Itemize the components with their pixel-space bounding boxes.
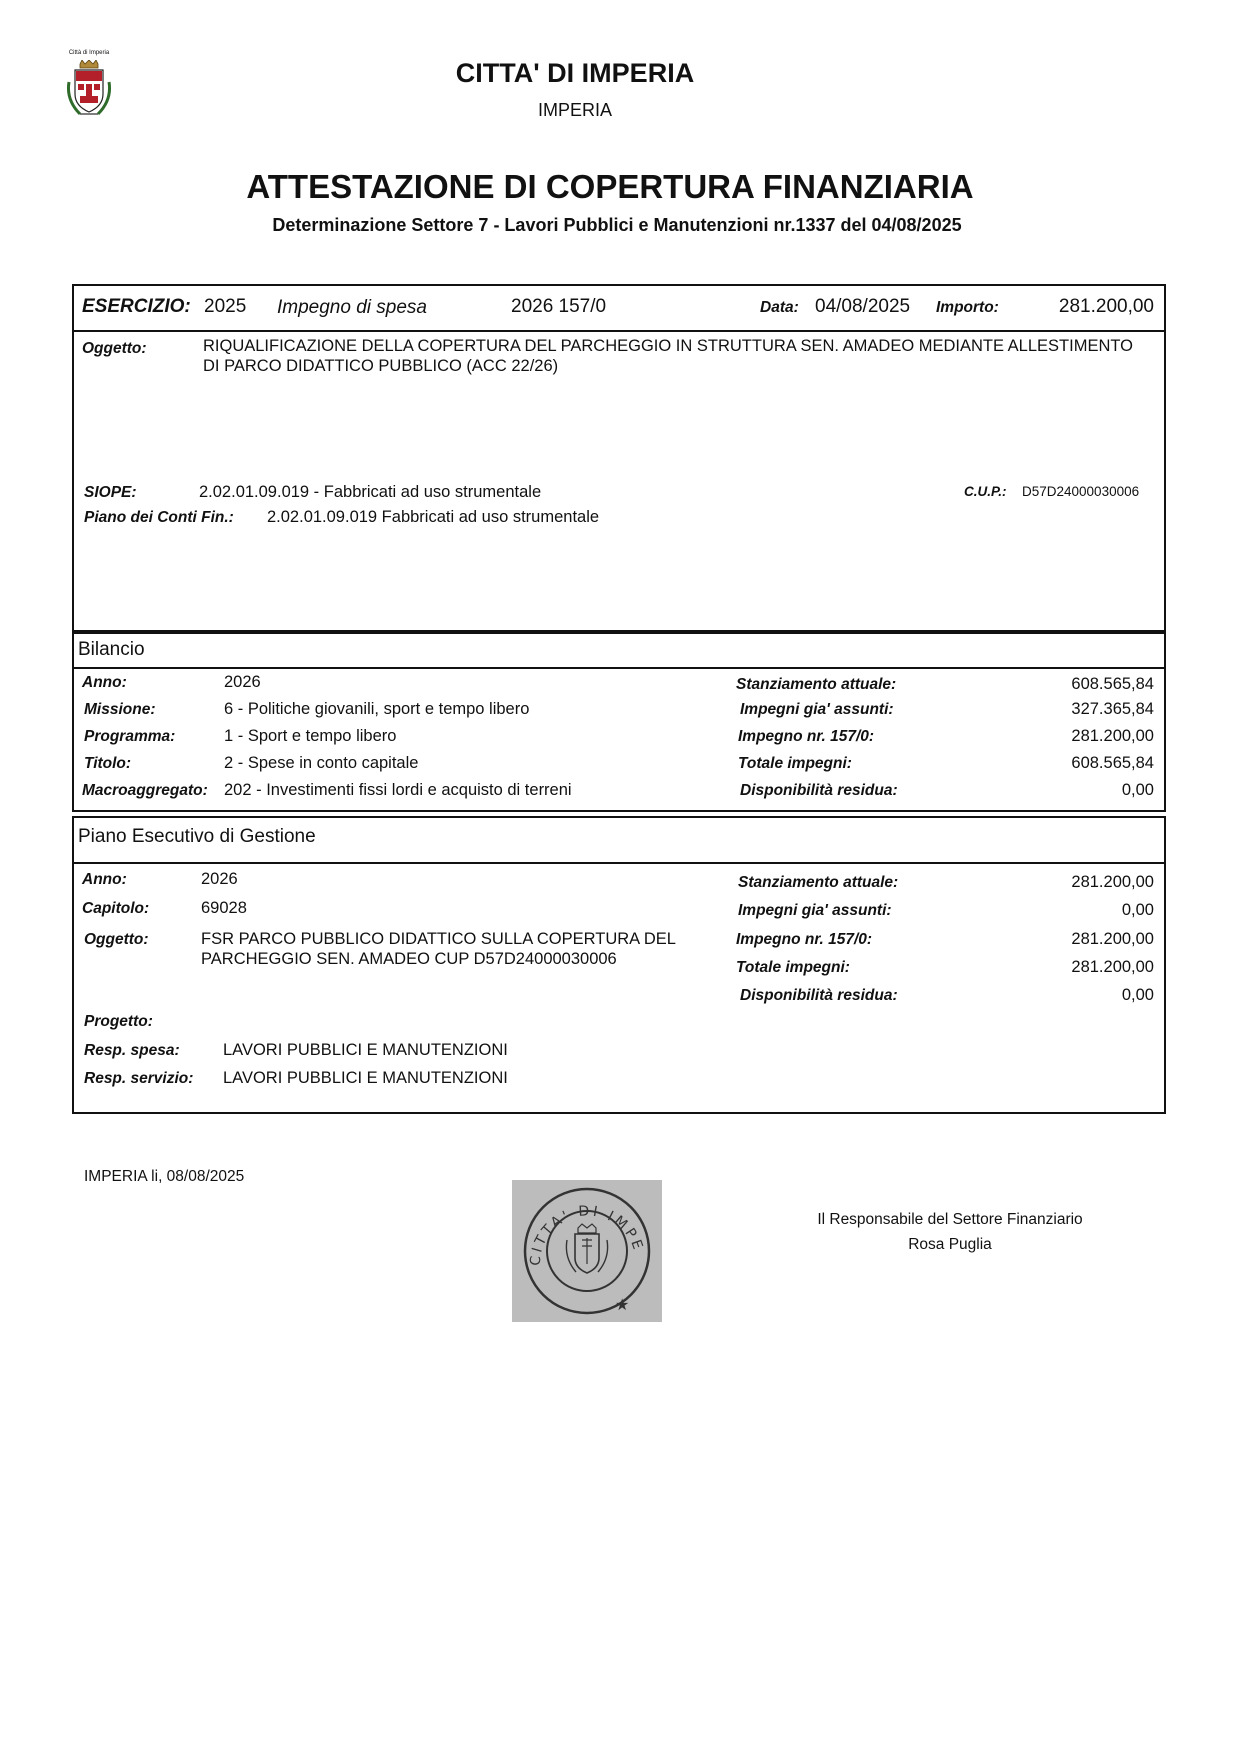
peg-disponibilita-label: Disponibilità residua: bbox=[740, 987, 898, 1004]
stanziamento-value: 608.565,84 bbox=[1071, 675, 1154, 693]
missione-label: Missione: bbox=[84, 701, 156, 718]
logo-caption: Città di Imperia bbox=[68, 50, 110, 56]
official-stamp bbox=[512, 1180, 662, 1322]
titolo-label: Titolo: bbox=[84, 755, 132, 772]
resp-servizio-value: LAVORI PUBBLICI E MANUTENZIONI bbox=[223, 1069, 508, 1087]
impegno-nr-value: 281.200,00 bbox=[1071, 727, 1154, 745]
place-date: IMPERIA li, 08/08/2025 bbox=[84, 1168, 245, 1185]
disponibilita-value: 0,00 bbox=[1121, 781, 1154, 799]
signer-role: Il Responsabile del Settore Finanziario bbox=[817, 1211, 1083, 1228]
divider bbox=[74, 667, 1164, 669]
peg-title: Piano Esecutivo di Gestione bbox=[78, 826, 316, 847]
siope-label: SIOPE: bbox=[84, 484, 137, 501]
svg-text:★: ★ bbox=[615, 1295, 630, 1314]
capitolo-label: Capitolo: bbox=[82, 900, 150, 917]
stamp-text: CITTA' DI IMPE bbox=[527, 1203, 647, 1267]
totale-impegni-label: Totale impegni: bbox=[738, 755, 852, 772]
peg-impegni-assunti-label: Impegni gia' assunti: bbox=[738, 902, 892, 919]
data-value: 04/08/2025 bbox=[815, 296, 911, 317]
peg-disponibilita-value: 0,00 bbox=[1121, 986, 1154, 1004]
importo-label: Importo: bbox=[936, 299, 999, 316]
capitolo-value: 69028 bbox=[201, 899, 247, 917]
peg-stanziamento-value: 281.200,00 bbox=[1071, 873, 1154, 891]
bilancio-anno-label: Anno: bbox=[82, 674, 127, 691]
bilancio-box bbox=[72, 632, 1166, 812]
bilancio-anno-value: 2026 bbox=[224, 673, 261, 691]
cup-value: D57D24000030006 bbox=[1022, 484, 1140, 499]
resp-servizio-label: Resp. servizio: bbox=[84, 1070, 194, 1087]
impegno-label: Impegno di spesa bbox=[277, 297, 427, 318]
siope-value: 2.02.01.09.019 - Fabbricati ad uso strumentale bbox=[199, 483, 542, 501]
peg-impegno-nr-label: Impegno nr. 157/0: bbox=[736, 931, 873, 948]
oggetto-text bbox=[203, 336, 1163, 376]
peg-impegni-assunti-value: 0,00 bbox=[1121, 901, 1154, 919]
city-subtitle: IMPERIA bbox=[537, 100, 612, 120]
impegni-assunti-value: 327.365,84 bbox=[1071, 700, 1154, 718]
titolo-value: 2 - Spese in conto capitale bbox=[224, 754, 419, 772]
divider bbox=[74, 330, 1164, 332]
peg-anno-value: 2026 bbox=[201, 870, 238, 888]
impegno-nr-label: Impegno nr. 157/0: bbox=[738, 728, 875, 745]
disponibilita-label: Disponibilità residua: bbox=[740, 782, 898, 799]
programma-value: 1 - Sport e tempo libero bbox=[224, 727, 397, 745]
missione-value: 6 - Politiche giovanili, sport e tempo libero bbox=[224, 700, 530, 718]
oggetto-label: Oggetto: bbox=[82, 340, 147, 357]
esercizio-value: 2025 bbox=[204, 296, 247, 317]
esercizio-label: ESERCIZIO: bbox=[82, 296, 191, 317]
totale-impegni-value: 608.565,84 bbox=[1071, 754, 1154, 772]
data-label: Data: bbox=[760, 299, 799, 316]
city-title: CITTA' DI IMPERIA bbox=[455, 58, 695, 88]
peg-oggetto-line-2: PARCHEGGIO SEN. AMADEO CUP D57D24000030006 bbox=[201, 950, 617, 968]
resp-spesa-label: Resp. spesa: bbox=[84, 1042, 180, 1059]
peg-totale-impegni-label: Totale impegni: bbox=[736, 959, 850, 976]
peg-totale-impegni-value: 281.200,00 bbox=[1071, 958, 1154, 976]
cup-label: C.U.P.: bbox=[964, 484, 1007, 499]
macroaggregato-label: Macroaggregato: bbox=[82, 782, 208, 799]
signer-name: Rosa Puglia bbox=[908, 1236, 992, 1253]
peg-impegno-nr-value: 281.200,00 bbox=[1071, 930, 1154, 948]
impegno-value: 2026 157/0 bbox=[511, 296, 607, 317]
peg-oggetto-line-1: FSR PARCO PUBBLICO DIDATTICO SULLA COPERTURA DEL bbox=[201, 930, 676, 948]
peg-stanziamento-label: Stanziamento attuale: bbox=[738, 874, 899, 891]
peg-oggetto-label: Oggetto: bbox=[84, 931, 149, 948]
piano-conti-label: Piano dei Conti Fin.: bbox=[84, 509, 234, 526]
peg-anno-label: Anno: bbox=[82, 871, 127, 888]
bilancio-title: Bilancio bbox=[78, 639, 145, 660]
programma-label: Programma: bbox=[84, 728, 176, 745]
oggetto-line-2: DI PARCO DIDATTICO PUBBLICO (ACC 22/26) bbox=[203, 357, 559, 375]
stanziamento-label: Stanziamento attuale: bbox=[736, 676, 897, 693]
importo-value: 281.200,00 bbox=[1058, 296, 1154, 317]
document-subtitle: Determinazione Settore 7 - Lavori Pubblici e Manutenzioni nr.1337 del 04/08/2025 bbox=[272, 215, 962, 235]
macroaggregato-value: 202 - Investimenti fissi lordi e acquisto di terreni bbox=[224, 781, 572, 799]
progetto-label: Progetto: bbox=[84, 1013, 153, 1030]
resp-spesa-value: LAVORI PUBBLICI E MANUTENZIONI bbox=[223, 1041, 508, 1059]
piano-conti-value: 2.02.01.09.019 Fabbricati ad uso strumentale bbox=[267, 508, 600, 526]
impegni-assunti-label: Impegni gia' assunti: bbox=[740, 701, 894, 718]
document-title: ATTESTAZIONE DI COPERTURA FINANZIARIA bbox=[246, 168, 974, 205]
oggetto-line-1: RIQUALIFICAZIONE DELLA COPERTURA DEL PARCHEGGIO IN STRUTTURA SEN. AMADEO MEDIANTE ALLESTIMENTO bbox=[203, 337, 1133, 355]
peg-box bbox=[72, 816, 1166, 1114]
impegno-box bbox=[72, 284, 1166, 632]
peg-oggetto-text bbox=[201, 929, 676, 969]
divider bbox=[74, 862, 1164, 864]
